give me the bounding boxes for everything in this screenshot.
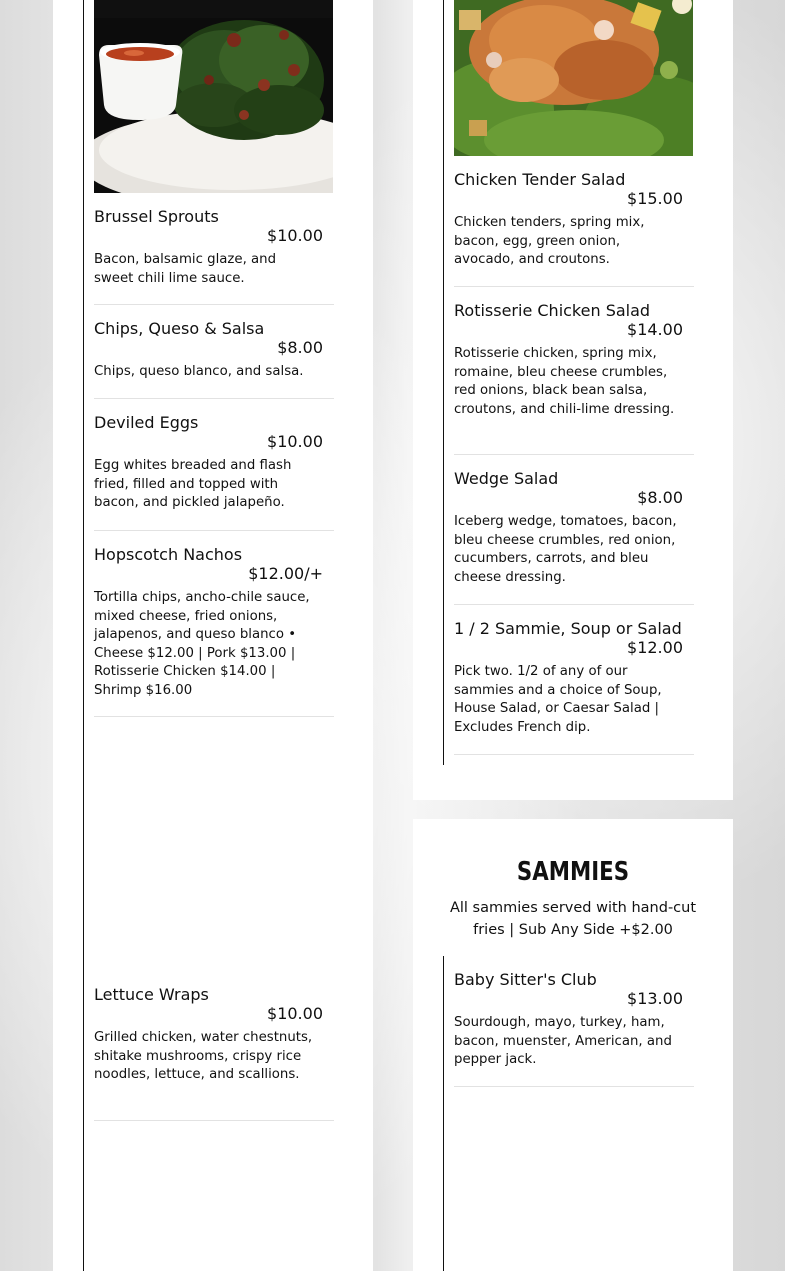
item-description: Grilled chicken, water chestnuts, shitake mushrooms, crispy rice noodles, lettuce, and scallions. bbox=[94, 1030, 313, 1083]
item-price: $15.00 bbox=[627, 189, 683, 208]
item-price: $12.00 bbox=[627, 638, 683, 657]
chicken-tender-salad-photo bbox=[454, 0, 693, 156]
item-name: Chips, Queso & Salsa bbox=[94, 319, 265, 338]
menu-item[interactable] bbox=[94, 985, 334, 1121]
menu-item[interactable] bbox=[94, 545, 334, 717]
item-price: $10.00 bbox=[267, 432, 323, 451]
item-name: Wedge Salad bbox=[454, 469, 559, 488]
item-price: $8.00 bbox=[637, 488, 683, 507]
item-description: Rotisserie chicken, spring mix, romaine, bleu cheese crumbles, red onions, black bean salsa, croutons, and chili-lime dressing. bbox=[454, 346, 675, 417]
item-description: Pick two. 1/2 of any of our sammies and a choice of Soup, House Salad, or Caesar Salad | Excludes French dip. bbox=[454, 664, 662, 735]
item-name: Chicken Tender Salad bbox=[454, 170, 626, 189]
item-description: Egg whites breaded and flash fried, filled and topped with bacon, and pickled jalapeño. bbox=[94, 458, 292, 511]
menu-card-sammies bbox=[413, 819, 733, 1271]
item-price: $14.00 bbox=[627, 320, 683, 339]
menu-item[interactable] bbox=[454, 469, 694, 605]
item-name: Hopscotch Nachos bbox=[94, 545, 243, 564]
item-price: $10.00 bbox=[267, 226, 323, 245]
item-description: Tortilla chips, ancho-chile sauce, mixed cheese, fried onions, jalapenos, and queso blanco • Cheese $12.00 | Pork $13.00 | Rotisserie Chicken $14.00 | Shrimp $16.00 bbox=[94, 590, 310, 698]
menu-item[interactable] bbox=[454, 301, 694, 455]
item-price: $12.00/+ bbox=[248, 564, 323, 583]
item-description: Sourdough, mayo, turkey, ham, bacon, muenster, American, and pepper jack. bbox=[454, 1015, 672, 1068]
item-price: $13.00 bbox=[627, 989, 683, 1008]
menu-item[interactable] bbox=[94, 319, 334, 399]
item-name: Lettuce Wraps bbox=[94, 985, 209, 1004]
chicken-tender-salad-image bbox=[454, 0, 693, 156]
menu-item[interactable] bbox=[94, 207, 334, 305]
item-name: Brussel Sprouts bbox=[94, 207, 219, 226]
menu-item[interactable] bbox=[454, 170, 694, 287]
item-description: Iceberg wedge, tomatoes, bacon, bleu cheese crumbles, red onion, cucumbers, carrots, and bleu cheese dressing. bbox=[454, 514, 677, 585]
item-name: 1 / 2 Sammie, Soup or Salad bbox=[454, 619, 682, 638]
brussel-sprouts-photo bbox=[94, 0, 333, 193]
item-name: Baby Sitter's Club bbox=[454, 970, 597, 989]
brussel-sprouts-image bbox=[94, 0, 333, 193]
menu-item[interactable] bbox=[454, 970, 694, 1087]
section-subtitle: All sammies served with hand-cut fries | Sub Any Side +$2.00 bbox=[449, 900, 697, 938]
menu-item[interactable] bbox=[454, 619, 694, 755]
column-divider-line bbox=[443, 0, 444, 765]
item-price: $10.00 bbox=[267, 1004, 323, 1023]
item-description: Chicken tenders, spring mix, bacon, egg, green onion, avocado, and croutons. bbox=[454, 215, 645, 268]
item-price: $8.00 bbox=[277, 338, 323, 357]
column-divider-line bbox=[443, 956, 444, 1271]
menu-card-salads bbox=[413, 0, 733, 800]
section-title: SAMMIES bbox=[516, 857, 630, 887]
menu-item[interactable] bbox=[94, 413, 334, 531]
menu-card-left bbox=[53, 0, 373, 1271]
item-name: Rotisserie Chicken Salad bbox=[454, 301, 651, 320]
item-description: Chips, queso blanco, and salsa. bbox=[94, 364, 304, 379]
column-divider-line bbox=[83, 0, 84, 1271]
item-name: Deviled Eggs bbox=[94, 413, 199, 432]
item-description: Bacon, balsamic glaze, and sweet chili lime sauce. bbox=[94, 252, 277, 286]
